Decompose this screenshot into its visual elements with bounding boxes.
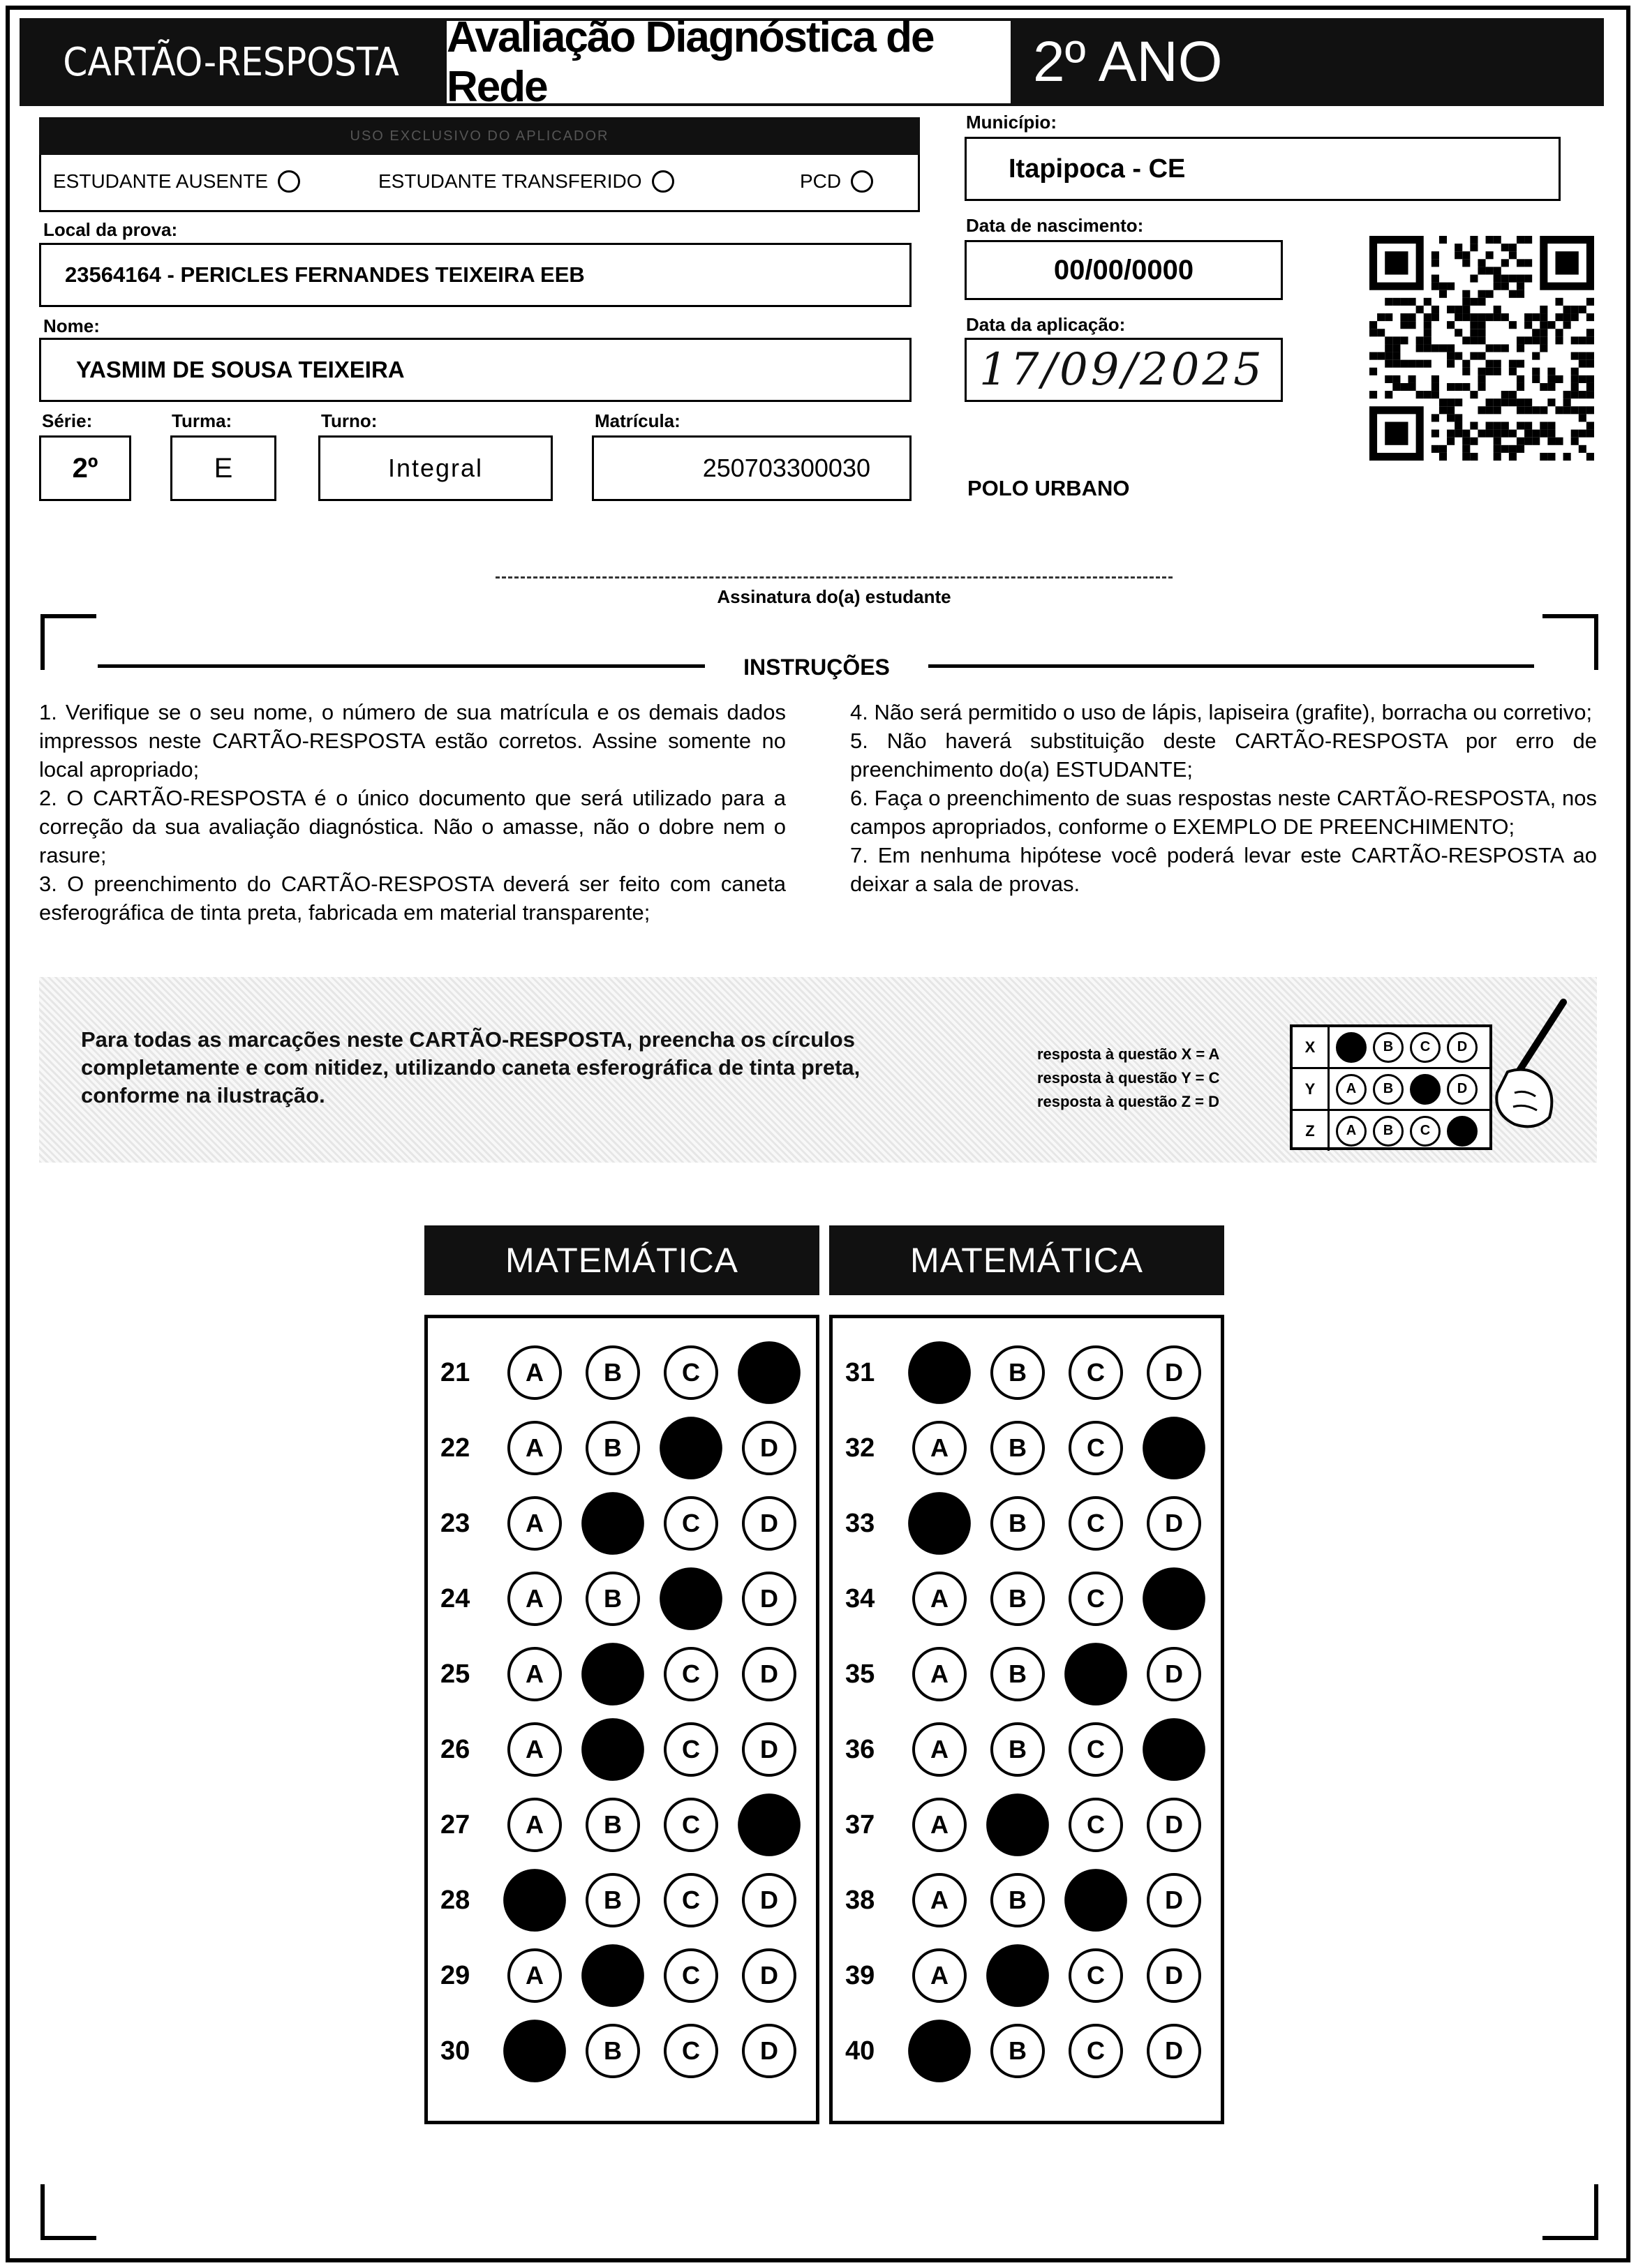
answer-bubble-d[interactable]: D — [1147, 1798, 1201, 1852]
instruction-4: 4. Não será permitido o uso de lápis, lapiseira (grafite), borracha ou corretivo; — [850, 700, 1593, 724]
answer-bubble-c[interactable]: C — [1069, 1572, 1123, 1626]
answer-bubble-a[interactable]: A — [908, 1492, 971, 1555]
option-transferred-circle[interactable] — [652, 170, 674, 193]
answer-bubble-b[interactable]: B — [990, 1647, 1045, 1701]
answer-bubble-d[interactable]: D — [1143, 1718, 1205, 1781]
question-row — [428, 1787, 816, 1863]
answer-bubble-a[interactable]: A — [908, 2020, 971, 2082]
name-field: YASMIM DE SOUSA TEIXEIRA — [39, 338, 912, 402]
instruction-2: 2. O CARTÃO-RESPOSTA é o único documento que será utilizado para a correção da sua avaliação diagnóstica. Não o amasse, não o dobre nem o rasure; — [39, 786, 786, 867]
instruction-3: 3. O preenchimento do CARTÃO-RESPOSTA deverá ser feito com caneta esferográfica de tinta preta, fabricada em material transparente; — [39, 872, 786, 925]
question-row — [833, 1938, 1221, 2013]
instruction-7: 7. Em nenhuma hipótese você poderá levar este CARTÃO-RESPOSTA ao deixar a sala de provas. — [850, 843, 1597, 896]
answer-bubble-d[interactable]: D — [1143, 1567, 1205, 1630]
question-row — [833, 1863, 1221, 1938]
answer-bubble-c[interactable]: C — [660, 1417, 722, 1479]
answer-bubble-a[interactable]: A — [507, 1421, 562, 1475]
shift-field: Integral — [318, 435, 553, 501]
question-number: 28 — [440, 1885, 470, 1915]
example-bubble: A — [1336, 1032, 1367, 1063]
question-row — [428, 1561, 816, 1636]
answer-bubble-d[interactable]: D — [738, 1341, 801, 1404]
question-row — [428, 1636, 816, 1712]
answer-bubble-a[interactable]: A — [912, 1873, 967, 1927]
question-row — [428, 1486, 816, 1561]
answer-bubble-d[interactable]: D — [742, 1421, 796, 1475]
polo-label: POLO URBANO — [967, 476, 1130, 500]
option-pcd-circle[interactable] — [851, 170, 873, 193]
example-line-z: resposta à questão Z = D — [1037, 1093, 1220, 1110]
option-absent-circle[interactable] — [278, 170, 300, 193]
option-transferred[interactable] — [378, 170, 674, 193]
question-number: 22 — [440, 1433, 470, 1463]
question-row — [833, 1636, 1221, 1712]
question-number: 34 — [845, 1583, 875, 1613]
answer-bubble-d[interactable]: D — [1147, 1496, 1201, 1551]
example-bubble: B — [1373, 1116, 1404, 1147]
answer-bubble-a[interactable]: A — [507, 1647, 562, 1701]
question-number: 26 — [440, 1734, 470, 1764]
instructions-rule-left — [98, 664, 705, 668]
question-number: 39 — [845, 1960, 875, 1990]
class-field: E — [170, 435, 276, 501]
answer-bubble-c[interactable]: C — [1069, 1345, 1123, 1400]
question-number: 23 — [440, 1508, 470, 1538]
shift-label: Turno: — [321, 410, 378, 431]
fill-instructions-text: Para todas as marcações neste CARTÃO-RESPOSTA, preencha os círculos completamente e com nitidez, utilizando caneta esferográfica de tinta preta, conforme na ilustração. — [81, 1027, 861, 1107]
instructions-rule-right — [928, 664, 1534, 668]
example-bubble: D — [1447, 1032, 1478, 1063]
hand-pen-icon — [1487, 995, 1577, 1135]
birthdate-field: 00/00/0000 — [965, 240, 1283, 300]
answer-bubble-a[interactable]: A — [912, 1948, 967, 2003]
corner-top-right — [1542, 614, 1598, 670]
question-number: 30 — [440, 2036, 470, 2066]
local-field: 23564164 - PERICLES FERNANDES TEIXEIRA EEB — [39, 243, 912, 307]
answer-bubble-b[interactable]: B — [581, 1944, 644, 2007]
example-row-label: Y — [1293, 1069, 1330, 1109]
answer-bubble-d[interactable]: D — [742, 1948, 796, 2003]
answer-bubble-b[interactable]: B — [986, 1793, 1049, 1856]
example-line-y: resposta à questão Y = C — [1037, 1069, 1220, 1087]
answer-bubble-b[interactable]: B — [581, 1492, 644, 1555]
example-bubble: C — [1410, 1032, 1441, 1063]
grade-label: Série: — [42, 410, 93, 431]
instructions-left-column — [39, 698, 786, 927]
answer-bubble-c[interactable]: C — [664, 1345, 718, 1400]
application-date-box — [965, 338, 1283, 402]
answer-bubble-a[interactable]: A — [507, 1948, 562, 2003]
example-bubble: B — [1373, 1032, 1404, 1063]
header-title-left: CARTÃO-RESPOSTA — [63, 39, 399, 85]
answer-bubble-b[interactable]: B — [990, 1722, 1045, 1777]
question-number: 40 — [845, 2036, 875, 2066]
answer-bubble-c[interactable]: C — [1069, 1798, 1123, 1852]
answer-bubble-a[interactable]: A — [912, 1798, 967, 1852]
answer-bubble-c[interactable]: C — [664, 1496, 718, 1551]
applicator-label: USO EXCLUSIVO DO APLICADOR — [39, 117, 920, 155]
option-absent-label: ESTUDANTE AUSENTE — [53, 170, 269, 192]
class-label: Turma: — [172, 410, 232, 431]
signature-line[interactable] — [496, 576, 1173, 579]
answer-bubble-a[interactable]: A — [912, 1722, 967, 1777]
question-row — [428, 1410, 816, 1486]
example-row-label: X — [1293, 1027, 1330, 1067]
answer-bubble-d[interactable]: D — [742, 1873, 796, 1927]
example-bubble: A — [1336, 1074, 1367, 1105]
example-bubble: A — [1336, 1116, 1367, 1147]
instructions-title: INSTRUÇÕES — [743, 655, 890, 680]
answer-bubble-d[interactable]: D — [738, 1793, 801, 1856]
example-bubble: B — [1373, 1074, 1404, 1105]
grade-field: 2º — [39, 435, 131, 501]
registration-label: Matrícula: — [595, 410, 681, 431]
answer-bubble-d[interactable]: D — [1147, 1647, 1201, 1701]
qr-code — [1369, 236, 1594, 461]
answer-bubble-b[interactable]: B — [581, 1643, 644, 1706]
answer-bubble-c[interactable]: C — [664, 1722, 718, 1777]
answer-bubble-b[interactable]: B — [586, 1572, 640, 1626]
answer-bubble-d[interactable]: D — [1147, 1345, 1201, 1400]
question-number: 37 — [845, 1810, 875, 1840]
municipio-label: Município: — [966, 112, 1057, 133]
answer-bubble-a[interactable]: A — [507, 1798, 562, 1852]
answer-bubble-b[interactable]: B — [581, 1718, 644, 1781]
answer-bubble-d[interactable]: D — [1147, 1948, 1201, 2003]
question-row — [428, 2013, 816, 2089]
example-bubble: C — [1410, 1116, 1441, 1147]
example-row — [1293, 1069, 1489, 1111]
subject-header-2: MATEMÁTICA — [829, 1225, 1224, 1295]
question-row — [833, 1486, 1221, 1561]
question-number: 38 — [845, 1885, 875, 1915]
answer-bubble-a[interactable]: A — [507, 1722, 562, 1777]
answer-bubble-c[interactable]: C — [1069, 1421, 1123, 1475]
example-grid — [1290, 1024, 1492, 1150]
answer-bubble-a[interactable]: A — [912, 1647, 967, 1701]
answer-bubble-d[interactable]: D — [742, 1572, 796, 1626]
question-row — [833, 1712, 1221, 1787]
answer-bubble-a[interactable]: A — [503, 1869, 566, 1932]
answer-bubble-c[interactable]: C — [664, 1873, 718, 1927]
answer-bubble-c[interactable]: C — [660, 1567, 722, 1630]
local-label: Local da prova: — [43, 219, 178, 240]
answer-bubble-b[interactable]: B — [990, 1572, 1045, 1626]
birthdate-label: Data de nascimento: — [966, 215, 1144, 236]
answer-bubble-b[interactable]: B — [990, 1421, 1045, 1475]
answer-bubble-b[interactable]: B — [586, 1798, 640, 1852]
answer-bubble-d[interactable]: D — [1147, 2024, 1201, 2078]
question-row — [833, 1787, 1221, 1863]
subject-header-1: MATEMÁTICA — [424, 1225, 819, 1295]
corner-bottom-right — [1542, 2184, 1598, 2240]
answer-bubble-b[interactable]: B — [586, 1421, 640, 1475]
question-row — [833, 1335, 1221, 1410]
answer-bubble-b[interactable]: B — [986, 1944, 1049, 2007]
answer-bubble-b[interactable]: B — [586, 2024, 640, 2078]
question-row — [428, 1712, 816, 1787]
question-number: 21 — [440, 1357, 470, 1387]
question-number: 31 — [845, 1357, 875, 1387]
question-number: 36 — [845, 1734, 875, 1764]
answer-bubble-d[interactable]: D — [742, 1496, 796, 1551]
answer-bubble-d[interactable]: D — [1147, 1873, 1201, 1927]
answer-bubble-c[interactable]: C — [1064, 1869, 1127, 1932]
name-label: Nome: — [43, 315, 100, 336]
header-grade: 2º ANO — [1033, 30, 1223, 94]
example-row — [1293, 1027, 1489, 1069]
answer-bubble-b[interactable]: B — [586, 1345, 640, 1400]
instructions-right-column — [850, 698, 1597, 898]
instruction-5: 5. Não haverá substituição deste CARTÃO-RESPOSTA por erro de preenchimento do(a) ESTUDANTE; — [850, 729, 1597, 782]
header-title-mid: Avaliação Diagnóstica de Rede — [447, 21, 1011, 103]
answer-bubble-a[interactable]: A — [507, 1345, 562, 1400]
answer-bubble-d[interactable]: D — [742, 2024, 796, 2078]
answer-bubble-c[interactable]: C — [1069, 2024, 1123, 2078]
instruction-6: 6. Faça o preenchimento de suas respostas neste CARTÃO-RESPOSTA, nos campos apropriados, conforme o EXEMPLO DE PREENCHIMENTO; — [850, 786, 1597, 839]
answer-bubble-b[interactable]: B — [990, 2024, 1045, 2078]
example-legend — [1037, 1043, 1274, 1114]
example-row-label: Z — [1293, 1111, 1330, 1151]
example-bubble: D — [1447, 1074, 1478, 1105]
application-date-label: Data da aplicação: — [966, 314, 1126, 335]
question-number: 24 — [440, 1583, 470, 1613]
example-bubble: C — [1410, 1074, 1441, 1105]
question-row — [428, 1938, 816, 2013]
question-row — [833, 1561, 1221, 1636]
answer-bubble-a[interactable]: A — [503, 2020, 566, 2082]
answer-bubble-d[interactable]: D — [742, 1722, 796, 1777]
answer-bubble-c[interactable]: C — [1069, 1722, 1123, 1777]
option-pcd[interactable] — [800, 170, 873, 193]
question-number: 29 — [440, 1960, 470, 1990]
question-row — [833, 1410, 1221, 1486]
answer-bubble-c[interactable]: C — [1069, 1496, 1123, 1551]
answer-bubble-b[interactable]: B — [990, 1496, 1045, 1551]
registration-field: 250703300030 — [592, 435, 912, 501]
answer-bubble-a[interactable]: A — [912, 1421, 967, 1475]
application-date-handwritten: 17/09/2025 — [979, 344, 1265, 396]
instruction-1: 1. Verifique se o seu nome, o número de sua matrícula e os demais dados impressos neste CARTÃO-RESPOSTA estão corretos. Assine somente no local apropriado; — [39, 700, 786, 782]
answer-bubble-a[interactable]: A — [912, 1572, 967, 1626]
municipio-field: Itapipoca - CE — [965, 137, 1561, 201]
answer-bubble-c[interactable]: C — [1064, 1643, 1127, 1706]
example-row — [1293, 1111, 1489, 1151]
option-absent[interactable] — [53, 170, 300, 193]
question-number: 25 — [440, 1659, 470, 1689]
signature-label: Assinatura do(a) estudante — [717, 586, 951, 607]
corner-bottom-left — [40, 2184, 96, 2240]
option-pcd-label: PCD — [800, 170, 842, 192]
corner-top-left — [40, 614, 96, 670]
answer-bubble-a[interactable]: A — [507, 1496, 562, 1551]
answer-bubble-b[interactable]: B — [586, 1873, 640, 1927]
answer-bubble-c[interactable]: C — [664, 1647, 718, 1701]
question-number: 27 — [440, 1810, 470, 1840]
question-row — [428, 1863, 816, 1938]
answer-panel-1 — [424, 1315, 819, 2124]
question-number: 35 — [845, 1659, 875, 1689]
answer-bubble-c[interactable]: C — [664, 1948, 718, 2003]
example-line-x: resposta à questão X = A — [1037, 1045, 1220, 1063]
question-number: 32 — [845, 1433, 875, 1463]
question-number: 33 — [845, 1508, 875, 1538]
answer-bubble-a[interactable]: A — [908, 1341, 971, 1404]
answer-bubble-c[interactable]: C — [1069, 1948, 1123, 2003]
answer-bubble-d[interactable]: D — [742, 1647, 796, 1701]
option-transferred-label: ESTUDANTE TRANSFERIDO — [378, 170, 642, 192]
question-row — [833, 2013, 1221, 2089]
answer-bubble-c[interactable]: C — [664, 2024, 718, 2078]
answer-bubble-a[interactable]: A — [507, 1572, 562, 1626]
answer-bubble-c[interactable]: C — [664, 1798, 718, 1852]
answer-panel-2 — [829, 1315, 1224, 2124]
answer-bubble-d[interactable]: D — [1143, 1417, 1205, 1479]
question-row — [428, 1335, 816, 1410]
answer-bubble-b[interactable]: B — [990, 1345, 1045, 1400]
example-bubble: D — [1447, 1116, 1478, 1147]
answer-bubble-b[interactable]: B — [990, 1873, 1045, 1927]
